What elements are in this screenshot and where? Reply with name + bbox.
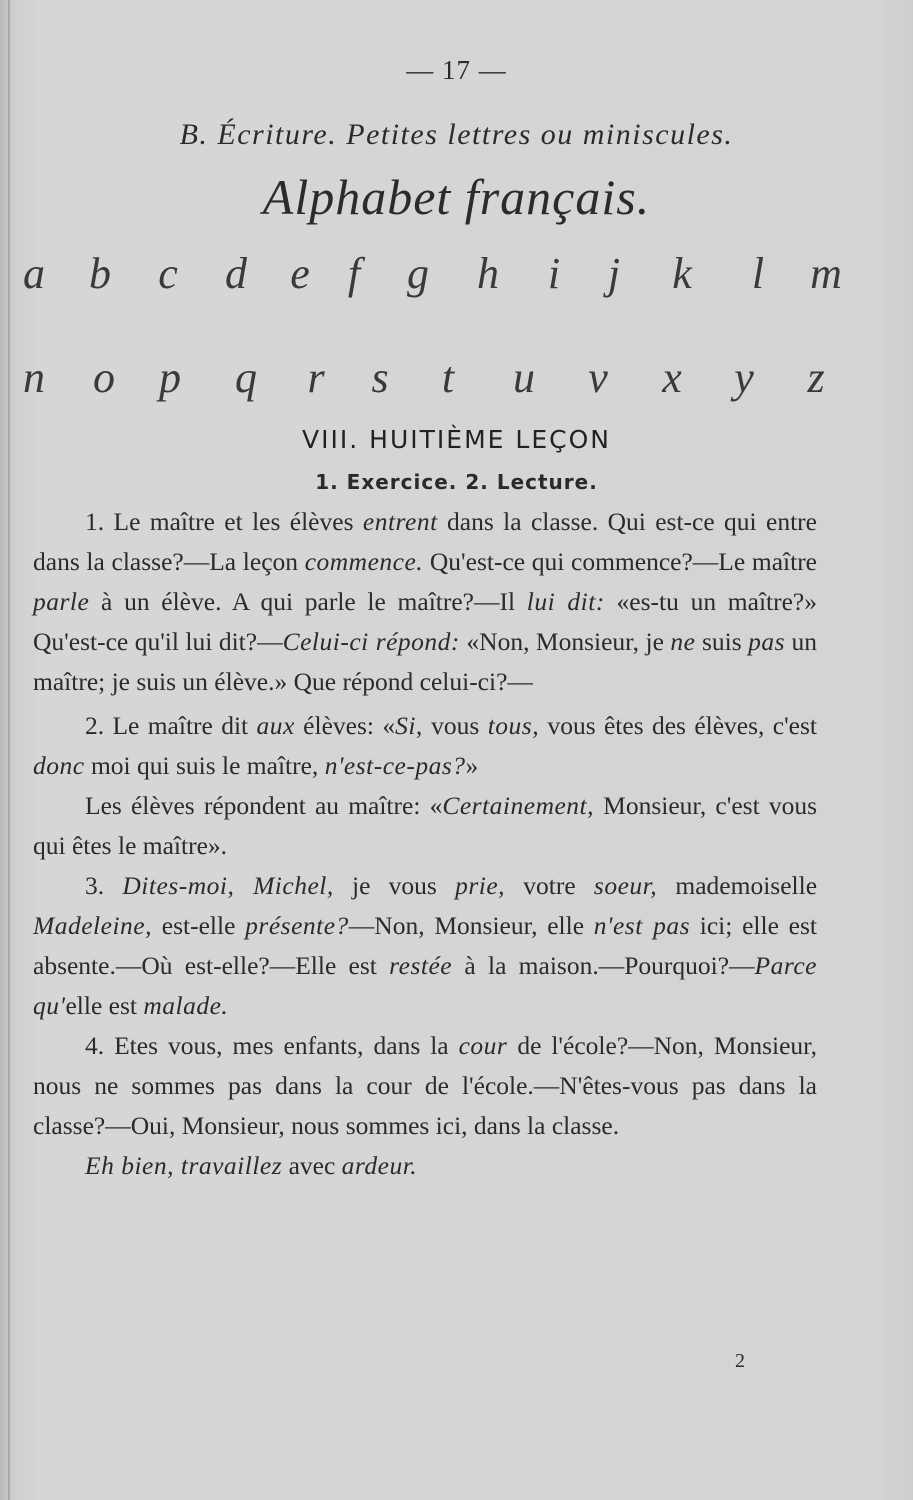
script-letter: u xyxy=(513,353,535,402)
alphabet-row-2 xyxy=(0,352,913,432)
paragraph-4: 4. Etes vous, mes enfants, dans la cour de l'école?—Non, Monsieur, nous ne sommes pas dans la cour de l'école.—N'êtes-vous pas dans la classe?—Oui, Monsieur, nous sommes ici, dans la classe. xyxy=(33,1031,817,1140)
script-letter: a xyxy=(23,249,45,298)
script-letter: r xyxy=(307,353,325,402)
script-letter: v xyxy=(588,353,608,402)
script-letter: g xyxy=(407,249,429,298)
page-number: — 17 — xyxy=(406,55,507,85)
script-letter: x xyxy=(662,353,682,402)
paragraph-2b: Les élèves répondent au maître: «Certainement, Monsieur, c'est vous qui êtes le maître». xyxy=(33,791,817,860)
script-letter: b xyxy=(89,249,111,298)
lesson-text xyxy=(33,502,817,1186)
paragraph-2: 2. Le maître dit aux élèves: «Si, vous tous, vous êtes des élèves, c'est donc moi qui suis le maître, n'est-ce-pas?» xyxy=(33,711,817,780)
script-letter: d xyxy=(225,249,247,298)
paragraph-3: 3. Dites-moi, Michel, je vous prie, votre soeur, mademoiselle Madeleine, est-elle présente?—Non, Monsieur, elle n'est pas ici; elle est absente.—Où est-elle?—Elle est restée à la maison.—Pourquoi?—Parce qu'elle est malade. xyxy=(33,871,818,1020)
lesson-subtitle: 1. Exercice. 2. Lecture. xyxy=(315,470,598,494)
alphabet-title: Alphabet français. xyxy=(262,169,651,225)
script-letter: t xyxy=(441,353,455,402)
script-letter: s xyxy=(371,353,389,402)
script-letter: y xyxy=(734,353,754,402)
script-letter: l xyxy=(751,249,765,298)
script-letter: z xyxy=(807,353,825,402)
alphabet-row-1 xyxy=(0,248,913,328)
script-letter: p xyxy=(159,353,181,402)
script-letter: c xyxy=(158,249,178,298)
script-letter: k xyxy=(672,249,692,298)
script-letter: i xyxy=(547,249,561,298)
script-letter: n xyxy=(23,353,45,402)
script-letter: q xyxy=(235,353,257,402)
section-heading: B. Écriture. Petites lettres ou miniscules. xyxy=(179,118,734,151)
script-letter: f xyxy=(347,249,361,298)
script-letter: m xyxy=(810,249,842,298)
script-letter: e xyxy=(290,249,310,298)
paragraph-1: 1. Le maître et les élèves entrent dans la classe. Qui est-ce qui entre dans la classe?—La leçon commence. Qu'est-ce qui commence?—Le maître parle à un élève. A qui parle le maître?—Il lui dit: «es-tu un maître?» Qu'est-ce qu'il lui dit?—Celui-ci répond: «Non, Monsieur, je ne suis pas un maître; je suis un élève.» Que répond celui-ci?— xyxy=(33,507,818,696)
paragraph-5: Eh bien, travaillez avec ardeur. xyxy=(85,1151,418,1180)
lesson-title: VIII. HUITIÈME LEÇON xyxy=(302,425,611,454)
script-letter: o xyxy=(93,353,115,402)
script-letter: j xyxy=(607,249,621,298)
signature-mark: 2 xyxy=(735,1350,745,1372)
script-letter: h xyxy=(477,249,499,298)
